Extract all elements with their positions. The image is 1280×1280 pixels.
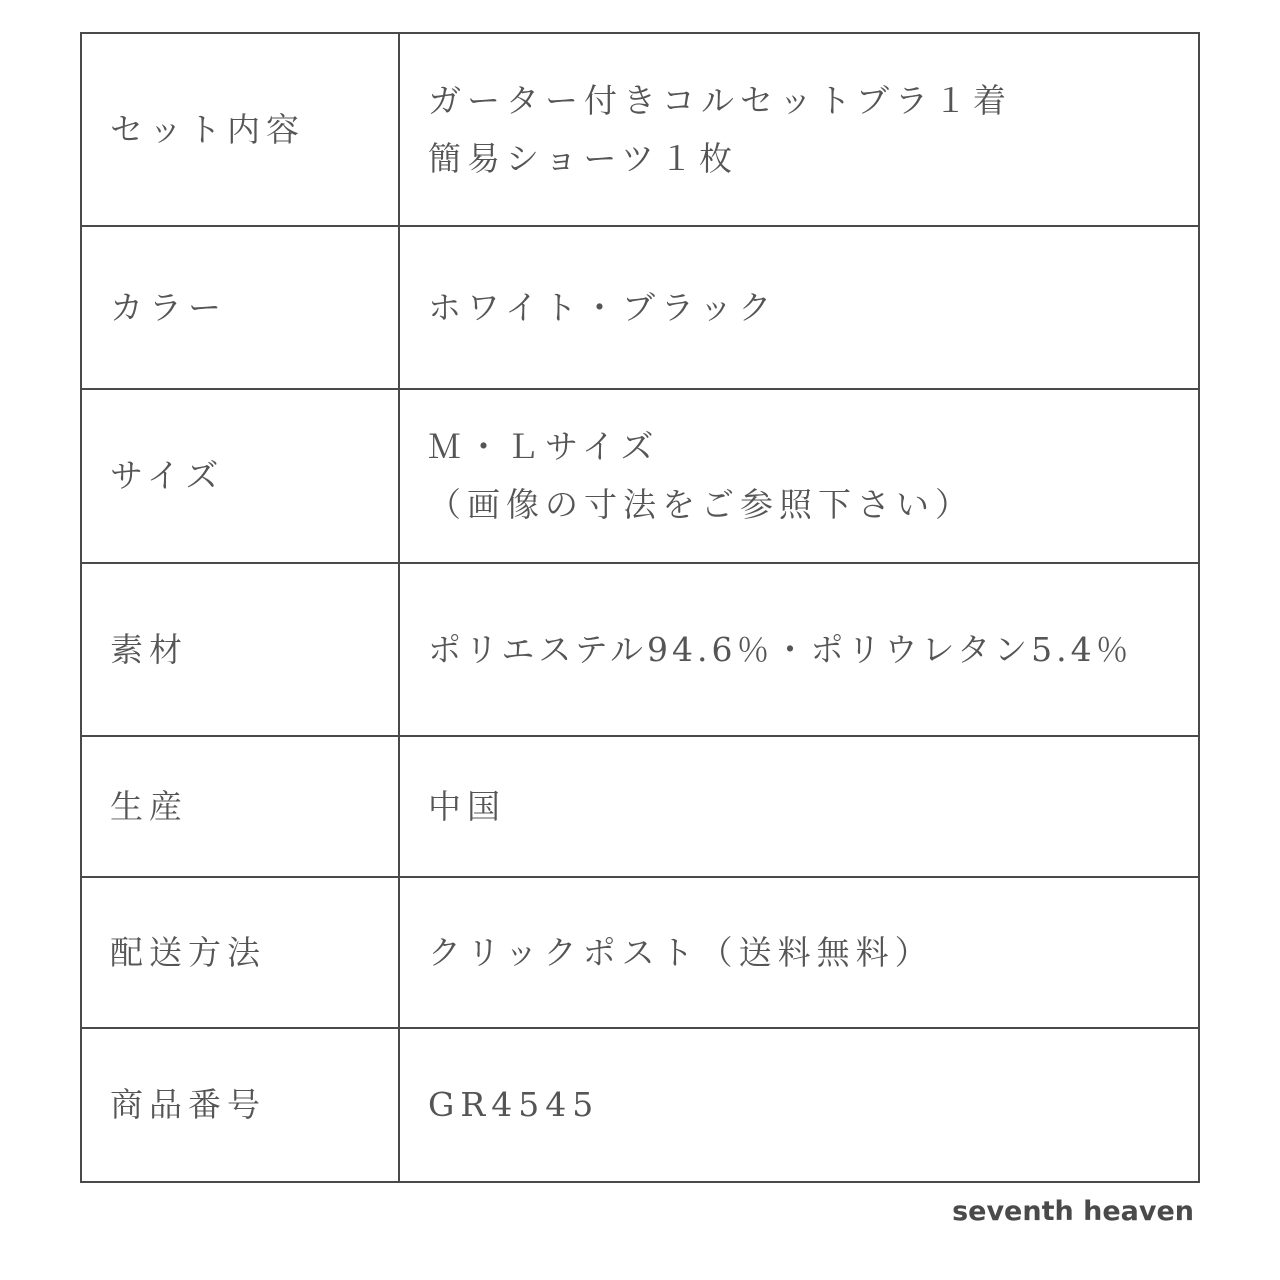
spec-label: 商品番号: [81, 1028, 399, 1182]
spec-value: [399, 736, 1199, 877]
spec-value: [399, 389, 1199, 563]
spec-label: カラー: [81, 226, 399, 389]
spec-value: [399, 563, 1199, 736]
spec-label: 配送方法: [81, 877, 399, 1028]
spec-value: [399, 877, 1199, 1028]
spec-value-line: Ｍ・Ｌサイズ: [428, 427, 660, 466]
spec-value-line: クリックポスト（送料無料）: [428, 932, 934, 972]
spec-value: [399, 226, 1199, 389]
spec-row-origin: [81, 736, 1199, 877]
spec-value-line: GR4545: [428, 1085, 600, 1124]
spec-value-line: ガーター付きコルセットブラ１着: [428, 80, 1013, 120]
spec-label: セット内容: [81, 33, 399, 226]
spec-row-size: [81, 389, 1199, 563]
spec-value-line: （画像の寸法をご参照下さい）: [428, 485, 974, 524]
spec-value-line: 簡易ショーツ１枚: [428, 138, 739, 178]
spec-value-line: ポリエステル94.6％・ポリウレタン5.4％: [428, 629, 1133, 669]
spec-label: サイズ: [81, 389, 399, 563]
spec-row-color: [81, 226, 1199, 389]
spec-label: 素材: [81, 563, 399, 736]
spec-value-line: ホワイト・ブラック: [428, 287, 778, 327]
spec-label: 生産: [81, 736, 399, 877]
spec-table: [80, 32, 1200, 1183]
spec-row-contents: [81, 33, 1199, 226]
spec-value: [399, 33, 1199, 226]
brand-name: seventh heaven: [952, 1196, 1194, 1227]
spec-value: [399, 1028, 1199, 1182]
spec-row-product-number: [81, 1028, 1199, 1182]
spec-row-shipping: [81, 877, 1199, 1028]
spec-value-line: 中国: [428, 786, 506, 826]
spec-row-material: [81, 563, 1199, 736]
